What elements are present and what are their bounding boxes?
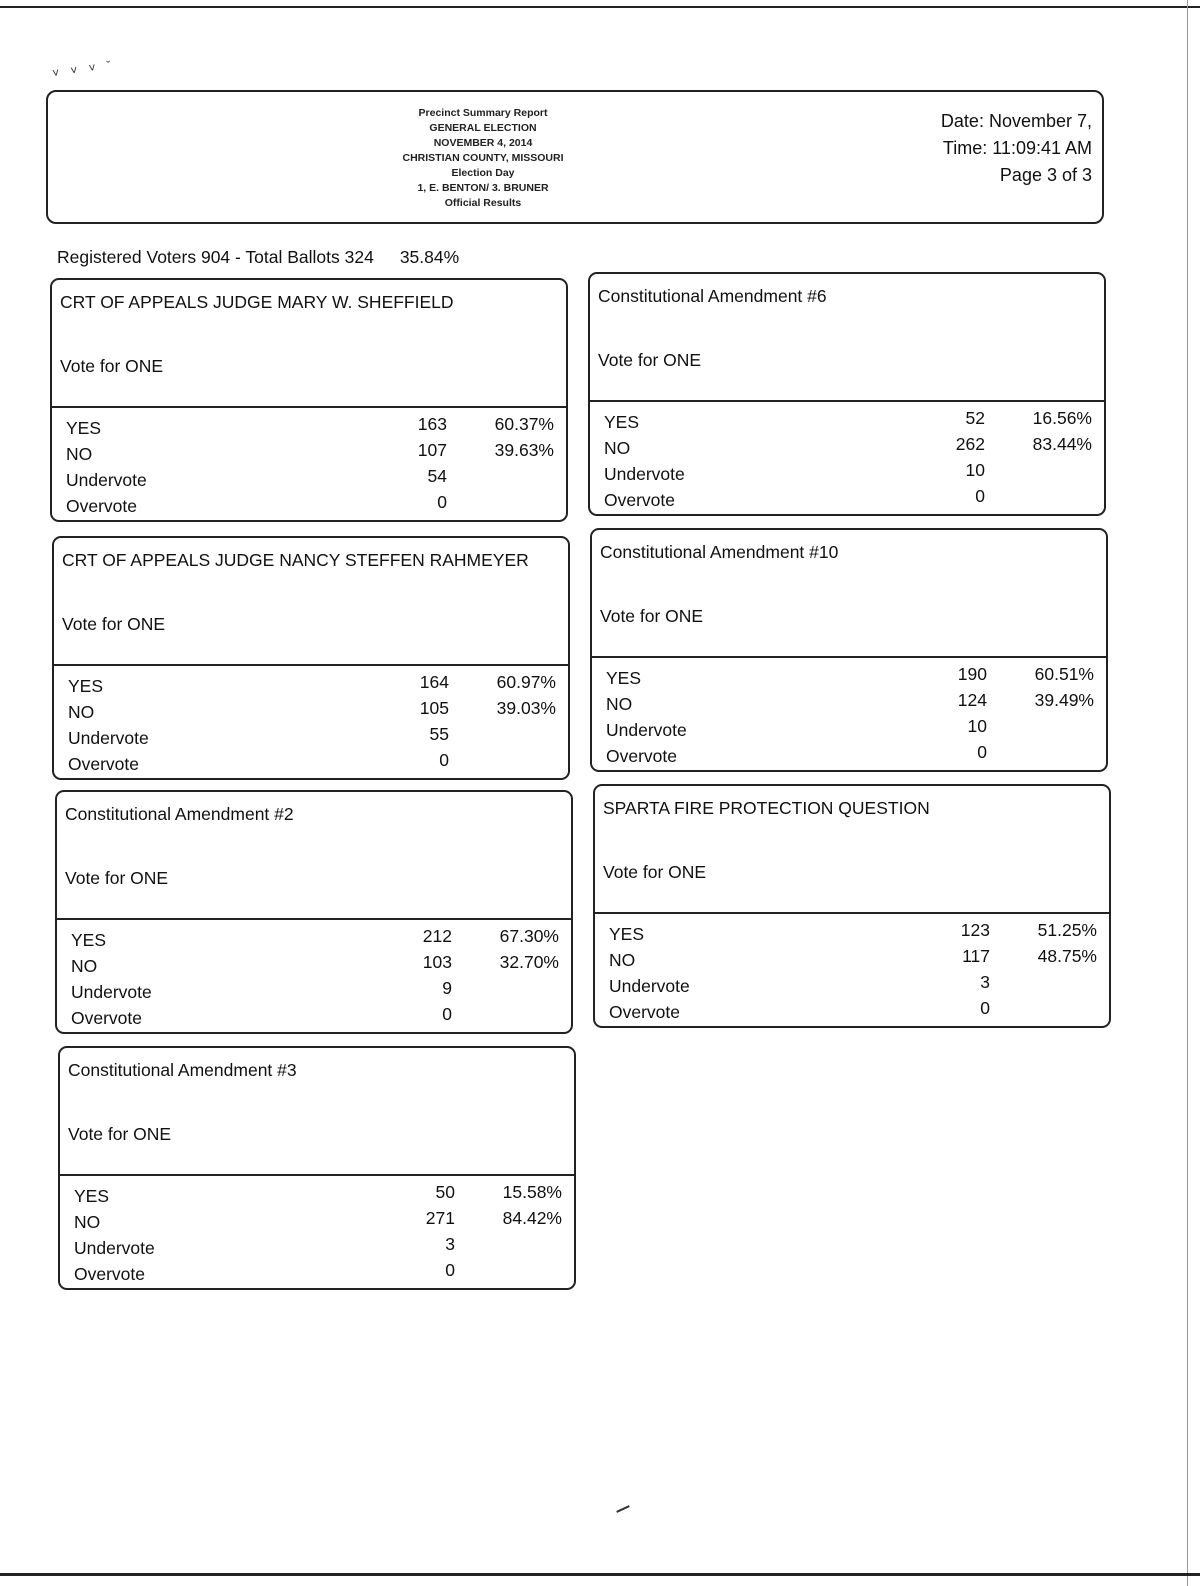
vote-count: 103 xyxy=(422,952,452,972)
vote-count: 52 xyxy=(965,408,985,428)
contest-header xyxy=(60,1048,574,1176)
choice-label: YES xyxy=(606,668,642,688)
vote-count: 0 xyxy=(442,1004,452,1024)
contest-box xyxy=(593,784,1111,1028)
vote-count: 9 xyxy=(442,978,452,998)
result-row xyxy=(57,950,571,976)
choice-label: YES xyxy=(609,924,645,944)
contest-results xyxy=(57,920,571,1028)
choice-label: Undervote xyxy=(68,728,149,748)
report-line: NOVEMBER 4, 2014 xyxy=(433,137,533,149)
result-row xyxy=(57,1002,571,1028)
vote-count: 55 xyxy=(429,724,449,744)
vote-for-instruction: Vote for ONE xyxy=(62,614,166,634)
result-row xyxy=(595,944,1109,970)
vote-percent: 83.44% xyxy=(1032,434,1092,454)
vote-count: 262 xyxy=(955,434,985,454)
choice-label: Undervote xyxy=(604,464,685,484)
vote-count: 124 xyxy=(957,690,987,710)
vote-percent: 67.30% xyxy=(499,926,559,946)
choice-label: NO xyxy=(74,1212,101,1232)
turnout-percent: 35.84% xyxy=(399,247,460,267)
report-line: 1, E. BENTON/ 3. BRUNER xyxy=(417,182,549,194)
vote-percent: 15.58% xyxy=(502,1182,562,1202)
vote-count: 3 xyxy=(445,1234,455,1254)
vote-percent: 39.49% xyxy=(1034,690,1094,710)
choice-label: Undervote xyxy=(66,470,147,490)
report-time: Time: 11:09:41 AM xyxy=(942,138,1092,158)
vote-for-instruction: Vote for ONE xyxy=(60,356,164,376)
vote-count: 190 xyxy=(957,664,987,684)
choice-label: NO xyxy=(604,438,631,458)
result-row xyxy=(590,432,1104,458)
result-row xyxy=(54,722,568,748)
contest-results xyxy=(60,1176,574,1284)
report-date: Date: November 7, xyxy=(940,111,1092,131)
result-row xyxy=(590,458,1104,484)
choice-label: NO xyxy=(66,444,93,464)
report-line: Election Day xyxy=(451,167,515,179)
vote-percent: 60.51% xyxy=(1034,664,1094,684)
result-row xyxy=(592,740,1106,766)
choice-label: YES xyxy=(68,676,104,696)
result-row xyxy=(595,996,1109,1022)
result-row xyxy=(595,970,1109,996)
vote-percent: 16.56% xyxy=(1032,408,1092,428)
result-row xyxy=(57,924,571,950)
choice-label: Undervote xyxy=(74,1238,155,1258)
contest-title: SPARTA FIRE PROTECTION QUESTION xyxy=(603,798,930,818)
contest-title: Constitutional Amendment #10 xyxy=(600,542,839,562)
contest-title: CRT OF APPEALS JUDGE MARY W. SHEFFIELD xyxy=(60,292,454,312)
choice-label: Overvote xyxy=(71,1008,142,1028)
result-row xyxy=(54,748,568,774)
contest-title: Constitutional Amendment #3 xyxy=(68,1060,297,1080)
result-row xyxy=(52,490,566,516)
choice-label: NO xyxy=(68,702,95,722)
vote-for-instruction: Vote for ONE xyxy=(600,606,704,626)
vote-percent: 32.70% xyxy=(499,952,559,972)
choice-label: YES xyxy=(71,930,107,950)
vote-percent: 39.63% xyxy=(494,440,554,460)
contest-header xyxy=(592,530,1106,658)
vote-count: 0 xyxy=(437,492,447,512)
report-line: GENERAL ELECTION xyxy=(429,122,537,134)
contest-box xyxy=(55,790,573,1034)
vote-count: 123 xyxy=(960,920,990,940)
vote-percent: 60.37% xyxy=(494,414,554,434)
contest-header xyxy=(52,280,566,408)
stray-mark xyxy=(616,1505,630,1513)
registered-voters-total-ballots: Registered Voters 904 - Total Ballots 324 xyxy=(57,247,374,267)
choice-label: NO xyxy=(71,956,98,976)
stray-pen-marks: ˅ ˅ ˅ ˇ xyxy=(51,57,116,81)
choice-label: YES xyxy=(604,412,640,432)
report-line: Official Results xyxy=(444,197,522,209)
result-row xyxy=(52,464,566,490)
choice-label: NO xyxy=(606,694,633,714)
choice-label: Overvote xyxy=(66,496,137,516)
contest-header xyxy=(595,786,1109,914)
contest-results xyxy=(590,402,1104,510)
vote-percent: 84.42% xyxy=(502,1208,562,1228)
result-row xyxy=(592,714,1106,740)
choice-label: Overvote xyxy=(609,1002,680,1022)
vote-count: 105 xyxy=(419,698,449,718)
result-row xyxy=(52,438,566,464)
result-row xyxy=(54,670,568,696)
vote-count: 10 xyxy=(967,716,987,736)
vote-percent: 51.25% xyxy=(1037,920,1097,940)
choice-label: NO xyxy=(609,950,636,970)
vote-count: 54 xyxy=(427,466,447,486)
contest-header xyxy=(54,538,568,666)
vote-count: 0 xyxy=(980,998,990,1018)
vote-percent: 60.97% xyxy=(496,672,556,692)
contest-header xyxy=(590,274,1104,402)
choice-label: Overvote xyxy=(74,1264,145,1284)
result-row xyxy=(60,1232,574,1258)
report-meta xyxy=(941,108,1092,189)
result-row xyxy=(595,918,1109,944)
choice-label: YES xyxy=(74,1186,110,1206)
vote-percent: 48.75% xyxy=(1037,946,1097,966)
contest-title: Constitutional Amendment #2 xyxy=(65,804,294,824)
vote-for-instruction: Vote for ONE xyxy=(598,350,702,370)
result-row xyxy=(590,406,1104,432)
vote-percent: 39.03% xyxy=(496,698,556,718)
vote-for-instruction: Vote for ONE xyxy=(68,1124,172,1144)
vote-count: 107 xyxy=(417,440,447,460)
contest-box xyxy=(52,536,570,780)
result-row xyxy=(54,696,568,722)
page-number: Page 3 of 3 xyxy=(999,165,1092,185)
choice-label: YES xyxy=(66,418,102,438)
contest-results xyxy=(592,658,1106,766)
vote-count: 163 xyxy=(417,414,447,434)
report-header xyxy=(46,90,1104,224)
turnout-summary xyxy=(57,247,459,268)
result-row xyxy=(57,976,571,1002)
scan-edge-bottom xyxy=(0,1573,1200,1576)
contest-box xyxy=(588,272,1106,516)
choice-label: Undervote xyxy=(71,982,152,1002)
contest-title: CRT OF APPEALS JUDGE NANCY STEFFEN RAHMEYER xyxy=(62,550,529,570)
choice-label: Overvote xyxy=(606,746,677,766)
result-row xyxy=(60,1180,574,1206)
contest-results xyxy=(52,408,566,516)
contest-results xyxy=(595,914,1109,1022)
vote-for-instruction: Vote for ONE xyxy=(603,862,707,882)
vote-count: 0 xyxy=(445,1260,455,1280)
contest-box xyxy=(58,1046,576,1290)
contest-box xyxy=(50,278,568,522)
vote-count: 212 xyxy=(422,926,452,946)
vote-count: 10 xyxy=(965,460,985,480)
vote-count: 0 xyxy=(975,486,985,506)
choice-label: Undervote xyxy=(606,720,687,740)
result-row xyxy=(592,688,1106,714)
choice-label: Undervote xyxy=(609,976,690,996)
result-row xyxy=(590,484,1104,510)
vote-count: 0 xyxy=(977,742,987,762)
vote-count: 0 xyxy=(439,750,449,770)
report-title-block xyxy=(383,106,583,211)
report-line: CHRISTIAN COUNTY, MISSOURI xyxy=(402,152,564,164)
contest-results xyxy=(54,666,568,774)
result-row xyxy=(592,662,1106,688)
result-row xyxy=(60,1206,574,1232)
contest-box xyxy=(590,528,1108,772)
vote-count: 271 xyxy=(425,1208,455,1228)
scan-edge-right xyxy=(1187,0,1188,1586)
result-row xyxy=(60,1258,574,1284)
choice-label: Overvote xyxy=(68,754,139,774)
vote-count: 50 xyxy=(435,1182,455,1202)
result-row xyxy=(52,412,566,438)
vote-count: 164 xyxy=(419,672,449,692)
vote-for-instruction: Vote for ONE xyxy=(65,868,169,888)
vote-count: 117 xyxy=(962,946,990,966)
choice-label: Overvote xyxy=(604,490,675,510)
contest-header xyxy=(57,792,571,920)
report-line: Precinct Summary Report xyxy=(418,107,548,119)
contest-title: Constitutional Amendment #6 xyxy=(598,286,827,306)
scan-edge-top xyxy=(0,6,1200,8)
vote-count: 3 xyxy=(980,972,990,992)
